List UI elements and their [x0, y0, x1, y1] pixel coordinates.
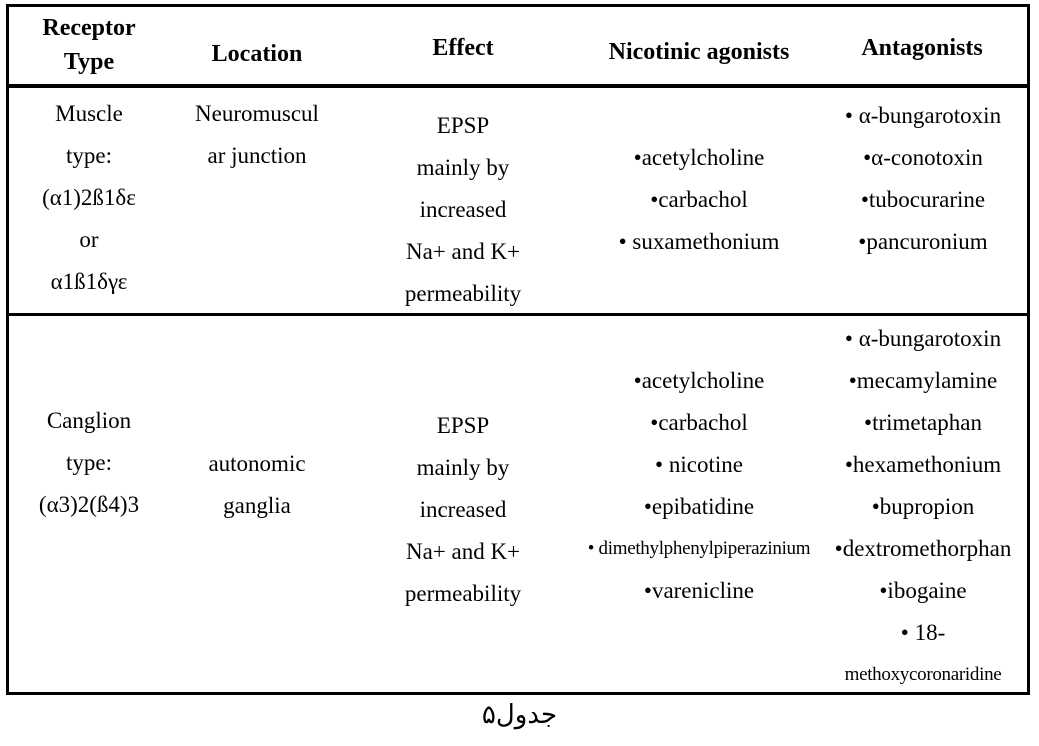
header-location [169, 37, 345, 71]
antagonist-item: •mecamylamine [848, 368, 998, 393]
row2-agonists [575, 360, 823, 612]
antagonist-item: •dextromethorphan [834, 536, 1012, 561]
antagonist-item: •tubocurarine [860, 187, 986, 212]
agonist-item: •varenicline [643, 578, 755, 603]
cell-line: (α1)2ß1δε [42, 185, 136, 210]
row-divider [9, 313, 1027, 316]
cell-line: permeability [404, 281, 522, 306]
antagonist-item: •α-conotoxin [863, 145, 983, 170]
header-agonists-text: Nicotinic agonists [608, 39, 790, 65]
row2-location [169, 443, 345, 527]
row2-antagonists [817, 318, 1029, 696]
antagonist-item: methoxycoronaridine [844, 664, 1002, 685]
antagonist-item: • 18- [900, 620, 946, 645]
cell-line: EPSP [436, 113, 490, 138]
antagonist-item: • α-bungarotoxin [844, 103, 1002, 128]
agonist-item: • suxamethonium [618, 229, 780, 254]
antagonist-item: •trimetaphan [864, 410, 982, 435]
cell-line: type: [66, 450, 112, 475]
antagonist-item: •pancuronium [858, 229, 988, 254]
agonist-item: • dimethylphenylpiperazinium [587, 538, 811, 559]
header-antagonists-text: Antagonists [861, 35, 983, 61]
antagonist-item: •hexamethonium [844, 452, 1002, 477]
cell-line: permeability [404, 581, 522, 606]
cell-line: mainly by [416, 155, 510, 180]
header-receptor-type [9, 11, 169, 79]
row1-effect [345, 105, 581, 315]
cell-line: EPSP [436, 413, 490, 438]
cell-line: ganglia [223, 493, 291, 518]
cell-line: autonomic [208, 451, 306, 476]
cell-line: Na+ and K+ [405, 539, 521, 564]
row1-receptor-type [9, 93, 169, 303]
cell-line: or [79, 227, 99, 252]
agonist-item: •carbachol [650, 410, 748, 435]
header-divider [9, 84, 1027, 88]
header-location-text: Location [211, 41, 303, 67]
cell-line: Canglion [46, 408, 132, 433]
antagonist-item: • α-bungarotoxin [844, 326, 1002, 351]
nicotinic-receptor-table [6, 4, 1030, 695]
cell-line: ar junction [207, 143, 307, 168]
cell-line: type: [66, 143, 112, 168]
cell-line: Neuromuscul [195, 101, 319, 126]
row1-agonists [581, 137, 817, 263]
header-agonists [581, 35, 817, 69]
row2-receptor-type [9, 400, 169, 526]
agonist-item: •carbachol [650, 187, 748, 212]
header-receptor-type-line: Receptor [42, 15, 136, 41]
agonist-item: • nicotine [655, 452, 743, 477]
cell-line: increased [419, 497, 507, 522]
cell-line: mainly by [416, 455, 510, 480]
row2-effect [345, 405, 581, 615]
antagonist-item: •bupropion [871, 494, 975, 519]
agonist-item: •acetylcholine [633, 368, 765, 393]
agonist-item: •acetylcholine [633, 145, 765, 170]
header-receptor-type-line: Type [63, 49, 115, 75]
cell-line: (α3)2(ß4)3 [38, 492, 140, 517]
row1-antagonists [817, 95, 1029, 263]
agonist-item: •epibatidine [643, 494, 755, 519]
table-caption: جدول۵ [481, 700, 558, 730]
header-antagonists [817, 31, 1027, 65]
row1-location [169, 93, 345, 177]
cell-line: α1ß1δγε [50, 269, 128, 294]
cell-line: Na+ and K+ [405, 239, 521, 264]
antagonist-item: •ibogaine [879, 578, 967, 603]
header-effect [345, 31, 581, 65]
cell-line: Muscle [55, 101, 123, 126]
cell-line: increased [419, 197, 507, 222]
header-effect-text: Effect [432, 35, 494, 61]
